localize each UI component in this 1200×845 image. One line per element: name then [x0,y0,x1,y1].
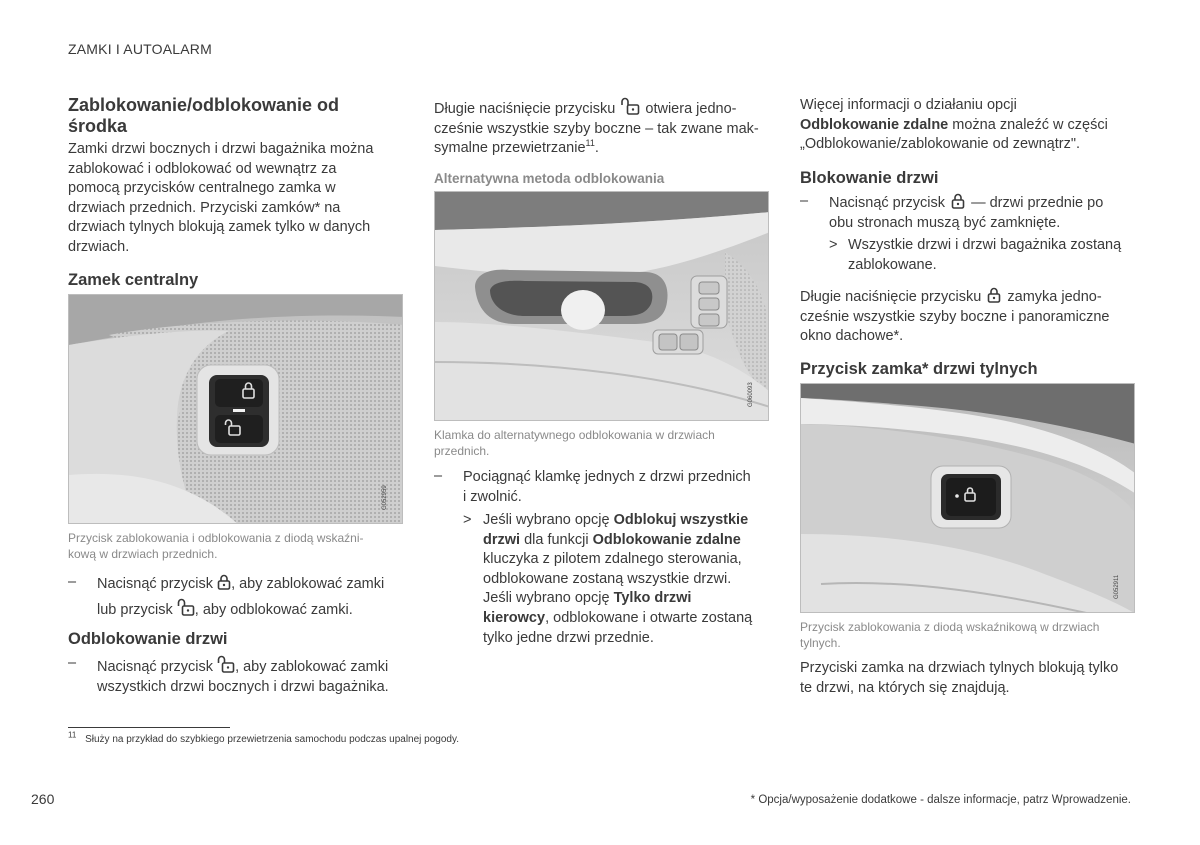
image-rear-door-lock-button [800,383,1135,613]
image-front-door-lock-buttons [68,294,403,524]
main-heading: Zablokowanie/odblokowanie od środka [68,95,340,136]
list-dash: – [800,193,809,209]
subheading-central-lock: Zamek centralny [68,271,199,289]
image-code: G052959 [382,485,388,510]
long-press-open-paragraph: Długie naciśnięcie przycisku otwiera jedno- cześnie wszystkie szyby boczne – tak zwane mak- symalne przewietrzanie$^{11}$. [434,97,769,159]
result-lock-paragraph: Wszystkie drzwi i drzwi bagażnika zostaną zablokowane. [848,237,1122,273]
subheading-alternative-unlock: Alternatywna metoda odblokowania [434,171,665,186]
footnote-reference: 11 [585,138,595,149]
padlock-closed-icon [217,574,231,590]
subheading-unlock-doors: Odblokowanie drzwi [68,630,228,648]
info-paragraph: Więcej informacji o działaniu opcji Odblokowanie zdalne można znaleźć w części „Odblokowanie/zablokowanie od zewnątrz". [800,97,1108,153]
step-pull-handle: Pociągnąć klamkę jednych z drzwi przednich i zwolnić. [463,469,751,505]
result-marker: > [829,237,838,253]
padlock-open-icon [619,97,641,115]
image-code: G060093 [748,382,754,407]
padlock-open-icon [217,655,235,673]
footnote-text: Służy na przykład do szybkiego przewietrzenia samochodu podczas upalnej pogody. [85,734,460,745]
image-code: G052911 [1114,574,1120,599]
padlock-closed-icon [949,193,967,209]
intro-paragraph: Zamki drzwi bocznych i drzwi bagażnika można zablokować i odblokować od wewnątrz za pomocą przycisków centralnego zamka w drzwiach przednich. Przyciski zamków* na drzwiach tylnych blokują zamek tylko w danych drzwiach. [68,141,374,255]
result-unlock-paragraph: Jeśli wybrano opcję Odblokuj wszystkie drzwi dla funkcji Odblokowanie zdalne kluczyka z pilotem zdalnego sterowania, odblokowane zostaną wszystkie drzwi. Jeśli wybrano opcję Tylko drzwi kierowcy, odblokowane i otwarte zostaną tylko jedne drzwi przednie. [483,512,753,646]
list-dash: – [434,468,443,484]
image-door-handle [434,191,769,421]
caption-image-1: Przycisk zablokowania i odblokowania z diodą wskaźni- kową w drzwiach przednich. [68,531,364,561]
subheading-rear-door-lock: Przycisk zamka* drzwi tylnych [800,360,1038,378]
step-lock-unlock: Nacisnąć przycisk , aby zablokować zamki lub przycisk , aby odblokować zamki. [97,576,385,618]
footnote [68,730,460,746]
front-door-panel-illustration [69,295,403,524]
padlock-open-icon [177,598,195,616]
list-dash: – [68,655,77,671]
rear-lock-paragraph: Przyciski zamka na drzwiach tylnych blokują tylko te drzwi, na których się znajdują. [800,660,1119,696]
padlock-closed-icon [985,287,1003,303]
caption-image-2: Klamka do alternatywnego odblokowania w drzwiach przednich. [434,428,715,458]
long-press-close-paragraph: Długie naciśnięcie przycisku zamyka jedno- cześnie wszystkie szyby boczne i panoramiczne okno dachowe*. [800,289,1110,345]
step-lock-doors: Nacisnąć przycisk — drzwi przednie po obu stronach muszą być zamknięte. [829,195,1104,231]
footnote-rule [68,727,230,728]
door-handle-illustration [435,192,769,421]
subheading-lock-doors: Blokowanie drzwi [800,169,939,187]
rear-door-panel-illustration [801,384,1135,613]
page-number: 260 [31,791,55,807]
step-unlock-all: Nacisnąć przycisk , aby zablokować zamki wszystkich drzwi bocznych i drzwi bagażnika. [97,655,407,697]
result-marker: > [463,512,472,528]
footer-note: * Opcja/wyposażenie dodatkowe - dalsze informacje, patrz Wprowadzenie. [750,794,1131,806]
section-title: ZAMKI I AUTOALARM [68,41,212,57]
caption-image-3: Przycisk zablokowania z diodą wskaźnikową w drzwiach tylnych. [800,620,1100,650]
list-dash: – [68,574,77,590]
footnote-number: 11 [68,730,77,740]
